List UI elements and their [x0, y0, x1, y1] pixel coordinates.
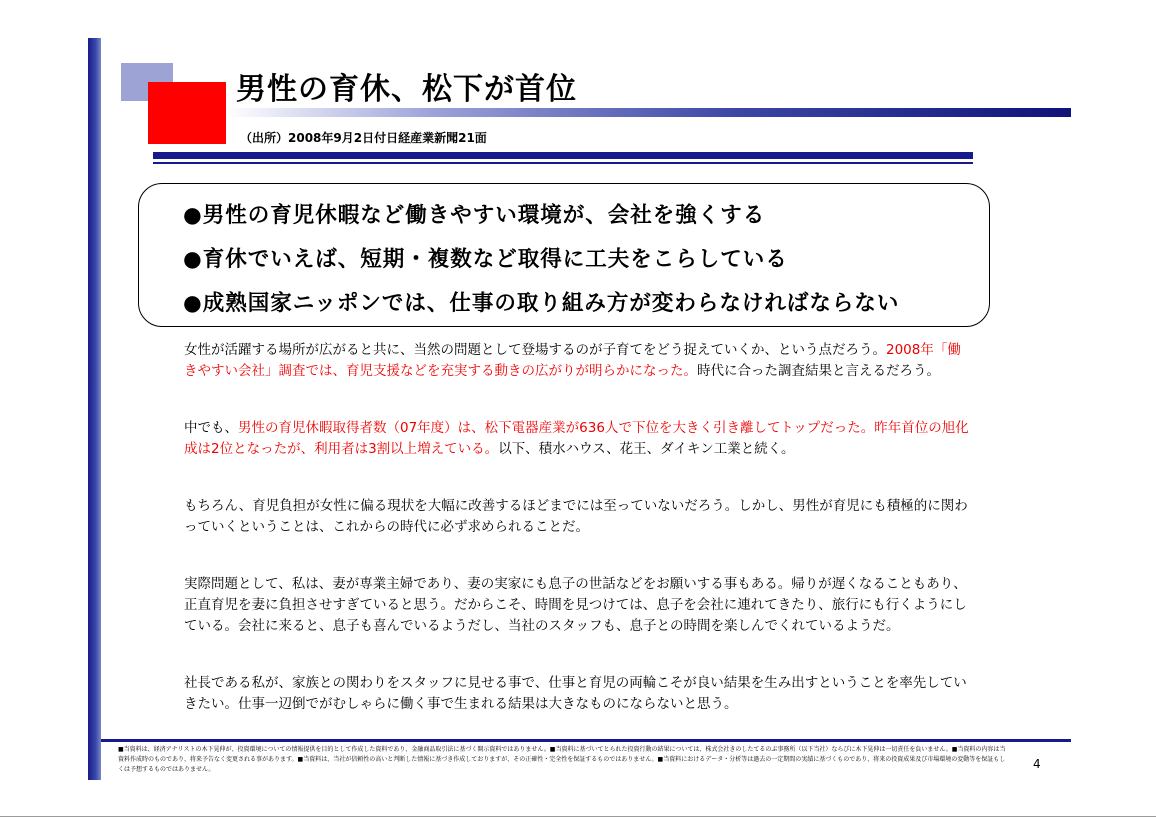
left-accent-bar — [88, 38, 101, 780]
paragraph-text: 女性が活躍する場所が広がると共に、当然の問題として登場するのが子育てをどう捉えていくか、という点だろう。 — [184, 342, 886, 358]
summary-box — [138, 183, 990, 327]
disclaimer-text: ■当資料は、経済アナリストの木下晃伸が、投資環境についての情報提供を目的として作成した資料であり、金融商品取引法に基づく開示資料ではありません。■当資料に基づいてとられた投資行動の結果については、株式会社きのしたてるのぶ事務所（以下当社）ならびに木下晃伸は一切責任を負いません。■当資料の内容は当資料作成時のものであり、将来予告なく変更される事があります。■当資料は、当社が信頼性の高いと判断した情報に基づき作成しておりますが、その正確性・完全性を保証するものではありません。■当資料におけるデータ・分析等は過去の一定期間の実績に基づくものであり、将来の投資成果及び市場環境の変動等を保証もしくは予想するものではありません。 — [118, 746, 1006, 773]
source-citation: （出所）2008年9月2日付日経産業新聞21面 — [240, 131, 487, 145]
paragraph-5 — [184, 673, 974, 715]
summary-point-3: ●成熟国家ニッポンでは、仕事の取り組み方が変わらなければならない — [183, 291, 900, 316]
paragraph-text: 実際問題として、私は、妻が専業主婦であり、妻の実家にも息子の世話などをお願いする事もある。帰りが遅くなることもあり、正直育児を妻に負担させすぎていると思う。だからこそ、時間を見つけては、息子を会社に連れてきたり、旅行にも行くようにしている。会社に来ると、息子も喜んでいるようだし、当社のスタッフも、息子との時間を楽しんでくれているようだ。 — [184, 576, 967, 634]
paragraph-3 — [184, 496, 974, 538]
footer-rule — [101, 739, 1071, 742]
paragraph-4 — [184, 574, 974, 637]
summary-point-1: ●男性の育児休暇など働きやすい環境が、会社を強くする — [183, 203, 766, 228]
paragraph-1 — [184, 340, 974, 382]
page-number: 4 — [1033, 757, 1041, 771]
paragraph-text: 社長である私が、家族との関わりをスタッフに見せる事で、仕事と育児の両輪こそが良い結果を生み出すということを率先していきたい。仕事一辺倒でがむしゃらに働く事で生まれる結果は大きなものにならないと思う。 — [184, 675, 967, 712]
body-text — [184, 340, 974, 751]
paragraph-text: 時代に合った調査結果と言えるだろう。 — [697, 363, 940, 379]
paragraph-text: もちろん、育児負担が女性に偏る現状を大幅に改善するほどまでには至っていないだろう。しかし、男性が育児にも積極的に関わっていくということは、これからの時代に必ず求められることだ。 — [184, 498, 968, 535]
summary-point-2: ●育休でいえば、短期・複数など取得に工夫をこらしている — [183, 247, 788, 272]
title-decor-square-red — [148, 82, 226, 144]
header-rule-thin — [153, 162, 973, 164]
highlighted-text: 2008年「働きやすい会社」調査では、育児支援などを充実する動きの広がりが明らかになった。 — [184, 342, 961, 379]
paragraph-2 — [184, 418, 974, 460]
page-bottom-border — [0, 816, 1156, 817]
header-rule-thick — [153, 152, 973, 159]
paragraph-text: 以下、積水ハウス、花王、ダイキン工業と続く。 — [498, 441, 795, 457]
title-underline-gradient — [226, 108, 1071, 117]
slide-title: 男性の育休、松下が首位 — [236, 72, 577, 107]
highlighted-text: 男性の育児休暇取得者数（07年度）は、松下電器産業が636人で下位を大きく引き離してトップだった。昨年首位の旭化成は2位となったが、利用者は3割以上増えている。 — [184, 420, 969, 457]
paragraph-text: 中でも、 — [184, 420, 238, 436]
